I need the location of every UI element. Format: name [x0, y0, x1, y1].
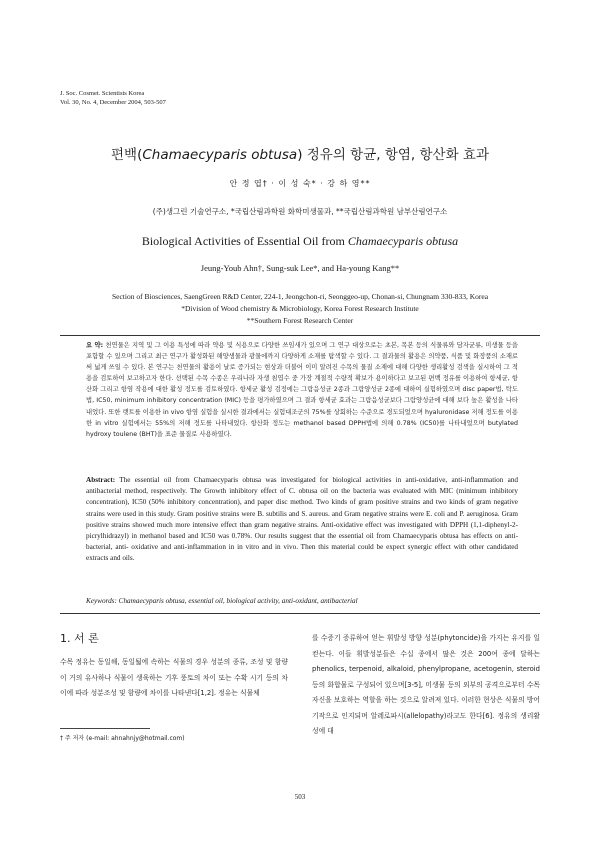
korean-abstract-text: 천연물은 지역 및 그 이용 특성에 따라 약용 및 식용으로 다양한 쓰임새가 있으며 그 연구 대상으로는 초본, 목본 등의 식물류와 담자균류, 미생물 등을 포함할 수 있으며 그리고 최근 연구가 활성화된 해양생물과 광물에까지 다양하게 소재를 탐색할 수 있다. 그 결과물의 활용은 의약품, 식품 및 화장품의 소재로써 넓게 쓰일 수 있다. 본 연구는 천연물의 활용이 날로 증가되는 현상과 더불어 이미 알려진 수목의 물질 소재에 대해 다양한 생리활성 검색을 실시하여 그 적용을 검토하여 보고하고자 한다. 선택된 수목 수종은 우리나라 자생 침엽수 중 가장 계절적 수량적 확보가 용이하다고 보고된 편백 정유를 이용하여 항세균, 항산화 그리고 항염 작용에 대한 활성 정도를 검토하였다. 항세균 활성 검정에는 그람음성균 2종과 그람양성균 2종에 대하여 실험하였으며 disc paper법, 탁도법, IC50, minimum inhibitory concentration (MIC) 등을 평가하였으며 그 결과 항세균 효과는 그람음성균보다 그람양성균에 대해 보다 높은 활성을 나타내었다. 또한 랫트를 이용한 in vivo 항염 실험을 실시한 결과에서는 실험대조군의 75%를 상회하는 수준으로 경도되었으며 hyaluronidase 저해 정도를 이용한 in vitro 실험에서는 55%의 저해 정도를 나타내었다. 항산화 정도는 methanol based DPPH법에 의해 0.78% (IC50)를 나타내었으며 butylated hydroxy toulene (BHT)을 표준 물질로 사용하였다.	[86, 342, 518, 438]
journal-header	[60, 89, 166, 107]
journal-name: J. Soc. Cosmet. Scientists Korea	[60, 90, 145, 97]
english-title-before: Biological Activities of Essential Oil from	[141, 234, 348, 248]
affiliation-line-1: Section of Biosciences, SaengGreen R&D Center, 224-1, Jeongchon-ri, Seonggeo-up, Chonan-si, Chungnam 330-833, Korea	[111, 292, 489, 301]
keywords: Keywords: Chamaecyparis obtusa, essential oil, biological activity, anti-oxidant, antibacterial	[86, 597, 358, 605]
english-abstract	[86, 475, 518, 565]
page-number: 503	[294, 793, 306, 801]
english-authors: Jeung-Youb Ahn†, Sung-suk Lee*, and Ha-young Kang**	[200, 263, 400, 273]
abstract-bottom-rule	[60, 613, 540, 614]
english-affiliation	[0, 291, 600, 327]
footnote: † 주 저자 (e-mail: ahnahnjy@hotmail.com)	[60, 735, 185, 742]
affiliation-line-2: *Division of Wood chemistry & Microbiology, Korea Forest Research Institute	[181, 304, 419, 313]
intro-left-column: 수목 정유는 동일해, 동일됣에 속하는 식물의 경우 성분의 종류, 조성 및 함량이 거의 유사하나 식물이 생육하는 기후 풍토의 차이 또는 수확 시기 등의 차이에 따라 성분조성 및 함량에 차이를 나타낸다[1,2]. 정유는 식물체	[60, 658, 288, 697]
english-abstract-text: The essential oil from Chamaecyparis obtusa was investigated for biological activities in anti-oxidative, anti-inflammation and antibacterial method, respectively. The Growth inhibitory effect of C. obtusa oil on the bacteria was evaluated with MIC (minimum inhibitory concentration), IC50 (50% inhibitory concentration), and paper disc method. Two kinds of gram positive strains and two kinds of gram negative strains were used in this study. Gram positive strains were B. subtilis and S. aureus. and Gram negative strains were E. coli and P. aeruginosa. Gram positive strains showed much more intensive effect than gram negative strains. Anti-oxidative effect was investigated with DPPH (1,1-diphenyl-2-picrylhidrazyl) in methanol based and IC50 was 0.78%. Our results suggest that the essential oil from Chamaecyparis obtusa has effects on anti-bacterial, anti- oxidative and anti-inflammation in in vitro and in vivo. Then this material could be expect synergic effect with other candidated extracts and oils.	[86, 476, 519, 563]
korean-title-after: ) 정유의 항균, 항염, 항산화 효과	[297, 147, 490, 163]
english-title-species: Chamaecyparis obtusa	[347, 234, 459, 248]
english-abstract-label: Abstract:	[86, 476, 116, 484]
abstract-top-rule	[60, 335, 540, 336]
korean-title	[0, 143, 600, 163]
affiliation-line-3: **Southern Forest Research Center	[246, 316, 354, 325]
korean-affiliation: (주)생그린 기술연구소, *국립산림과학원 화학미생물과, **국립산림과학원 남부산림연구소	[152, 207, 448, 216]
journal-volume: Vol. 30, No. 4, December 2004, 503-507	[60, 99, 166, 106]
korean-authors: 안 정 엽† · 이 성 숙* · 강 하 영**	[229, 179, 371, 188]
english-title	[0, 234, 600, 249]
footnote-rule	[60, 728, 150, 729]
intro-right-column: 를 수증기 증류하여 얻는 휘발성 방향 성분(phytoncide)을 가지는 유지를 일컫는다. 이들 휘발성분들은 수십 종에서 많은 것은 200여 종에 달하는 phenolics, terpenoid, alkaloid, phenylpropane, acetogenin, steroid 등의 화합물로 구성되어 있으며[3-5], 미생물 등의 외부의 공격으로부터 수목 자신을 보호하는 역할을 하는 것으로 알려져 있다. 이러한 현상은 식물의 방어기작으로 인지되며 알레로파시(allelopathy)라고도 한다[6]. 정유의 생리활성에 대	[312, 634, 540, 735]
korean-title-before: 편백(	[110, 147, 143, 163]
korean-title-species: Chamaecyparis obtusa	[142, 147, 298, 163]
korean-abstract-label: 요 약:	[86, 342, 104, 349]
section-heading: 1. 서 론	[60, 632, 99, 645]
korean-abstract	[86, 340, 518, 440]
